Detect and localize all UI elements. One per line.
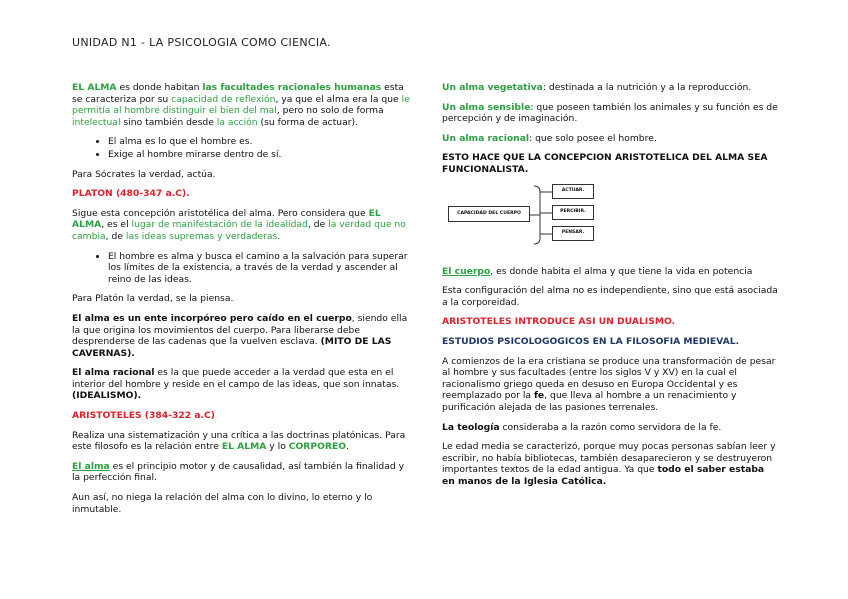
dualismo-heading: ARISTOTELES INTRODUCE ASI UN DUALISMO. [442,316,676,328]
capacidad-cuerpo-box: CAPACIDAD DEL CUERPO [448,206,530,222]
alma-principio-motor: El alma es el principio motor y de causalidad, así también la finalidad y la perfección final. [72,460,405,484]
cuerpo-definition: El cuerpo, es donde habita el alma y que tiene la vida en potencia [442,265,753,277]
platon-heading: PLATON (480-347 a.C). [72,188,190,200]
aristoteles-heading: ARISTOTELES (384-322 a.C) [72,410,215,422]
platon-bullet-list [72,251,412,286]
alma-racional: Un alma racional: que solo posee el hombre. [442,132,657,144]
alma-racional-platon: El alma racional es la que puede acceder a la verdad que esta en el interior del hombre y reside en el campo de las ideas, que son innatas. (IDEALISMO). [72,367,400,402]
list-item: • El hombre es alma y busca el camino a la salvación para superar los límites de la existencia, a través de la verdad y ascender al reino de las ideas. [108,251,412,286]
platon-concept: Sigue esta concepción aristotélica del alma. Pero considera que EL ALMA, es el lugar de manifestación de la idealidad, de la verdad que no cambia, de las ideas supremas y verdaderas. [72,207,406,242]
funcionalista-heading: ESTO HACE QUE LA CONCEPCION ARISTOTELICA DEL ALMA SEA FUNCIONALISTA. [442,152,768,175]
alma-sensible: Un alma sensible: que poseen también los animales y su función es de percepción y de imaginación. [442,101,778,125]
platon-truth: Para Platón la verdad, se la piensa. [72,293,234,305]
alma-divino: Aun así, no niega la relación del alma con lo divino, lo eterno y lo inmutable. [72,492,373,515]
percibir-box: PERCIBIR. [552,205,594,220]
right-column [442,82,778,495]
page-title: UNIDAD N1 - LA PSICOLOGIA COMO CIENCIA. [72,36,331,49]
socrates-truth: Para Sócrates la verdad, actúa. [72,168,216,180]
alma-bullet-list [72,136,412,160]
capacidad-diagram [442,180,778,256]
left-column [72,82,412,523]
alma-definition: EL ALMA es donde habitan las facultades racionales humanas esta se caracteriza por su capacidad de reflexión, ya que el alma era la que le permitía al hombre distinguir el bien del mal, pero no solo de forma intelectual sino también desde la acción (su forma de actuar). [72,82,410,128]
aristoteles-critique: Realiza una sistematización y una crítica a las doctrinas platónicas. Para este filosofo es la relación entre EL ALMA y lo CORPOREO. [72,429,406,453]
list-item: • El alma es lo que el hombre es. [108,136,412,148]
edad-media: Le edad media se caracterizó, porque muy pocas personas sabían leer y escribir, no había bibliotecas, también desaparecieron y se destruyeron importantes textos de la edad antigua. Ya que todo el saber estaba en manos de la Iglesia Católica. [442,441,776,487]
actuar-box: ACTUAR. [552,184,594,199]
era-cristiana: A comienzos de la era cristiana se produce una transformación de pesar al hombre y sus facultades (entre los siglos V y XV) en la cual el racionalismo griego queda en desuso en Europa Occidental y es reemplazado por la fe, que lleva al hombre a un renacimiento y purificación alejada de las pasiones terrenales. [442,355,776,413]
alma-vegetativa: Un alma vegetativa: destinada a la nutrición y a la reproducción. [442,82,752,93]
configuracion-alma: Esta configuración del alma no es independiente, sino que está asociada a la corporeidad. [442,285,778,308]
alma-incorporea: El alma es un ente incorpóreo pero caído en el cuerpo, siendo ella la que origina los movimientos del cuerpo. Para liberarse debe desprenderse de las cadenas que la vuelven esclava. (MITO DE LAS CAVERNAS). [72,312,408,359]
teologia: La teología consideraba a la razón como servidora de la fe. [442,421,722,433]
medieval-heading: ESTUDIOS PSICOLOGOGICOS EN LA FILOSOFIA MEDIEVAL. [442,335,740,347]
list-item: • Exige al hombre mirarse dentro de sí. [108,149,412,161]
pensar-box: PENSAR. [552,226,594,241]
